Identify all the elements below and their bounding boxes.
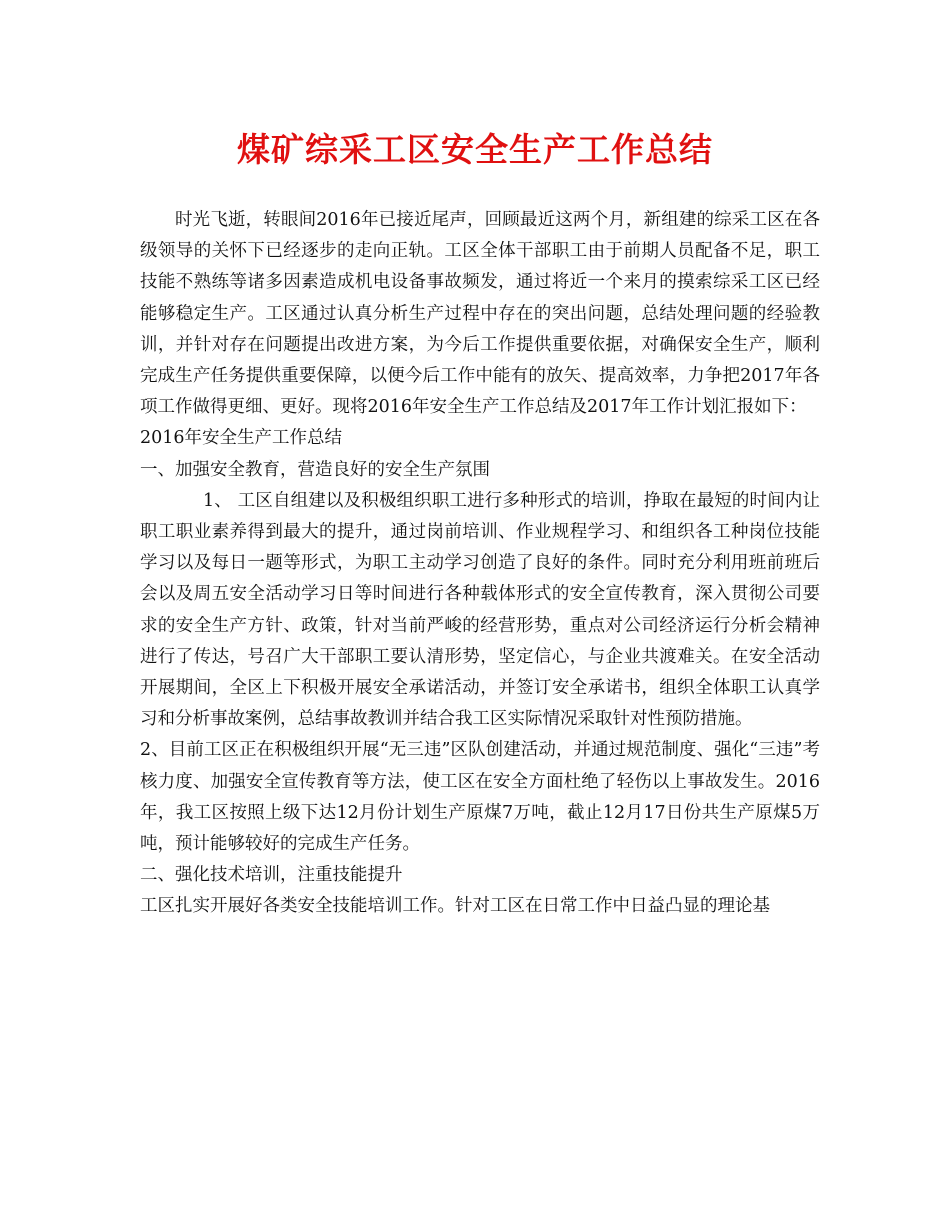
section-heading-two: 二、强化技术培训，注重技能提升 (140, 865, 403, 886)
item-paragraph-1: 1、 工区自组建以及积极组织职工进行多种形式的培训，挣取在最短的时间内让职工职业素养得到最大的提升，通过岗前培训、作业规程学习、和组织各工种岗位技能学习以及每日一题等形式，为职工主动学习创造了良好的条件。同时充分利用班前班后会以及周五安全活动学习日等时间进行各种载体形式的安全宣传教育，深入贯彻公司要求的安全生产方针、政策，针对当前严峻的经营形势，重点对公司经济运行分析会精神进行了传达，号召广大干部职工要认清形势，坚定信心，与企业共渡难关。在安全活动开展期间，全区上下积极开展安全承诺活动，并签订安全承诺书，组织全体职工认真学习和分析事故案例，总结事故教训并结合我工区实际情况采取针对性预防措施。 (140, 490, 820, 730)
item-paragraph-2: 2、目前工区正在积极组织开展“无三违”区队创建活动，并通过规范制度、强化“三违”考核力度、加强安全宣传教育等方法，使工区在安全方面杜绝了轻伤以上事故发生。2016年，我工区按照上级下达12月份计划生产原煤7万吨，截止12月17日份共生产原煤5万吨，预计能够较好的完成生产任务。 (140, 740, 820, 855)
section-heading-one: 一、加强安全教育，营造良好的安全生产氛围 (140, 459, 490, 480)
training-paragraph: 工区扎实开展好各类安全技能培训工作。针对工区在日常工作中日益凸显的理论基 (140, 896, 770, 917)
intro-paragraph: 时光飞逝，转眼间2016年已接近尾声，回顾最近这两个月，新组建的综采工区在各级领导的关怀下已经逐步的走向正轨。工区全体干部职工由于前期人员配备不足，职工技能不熟练等诸多因素造成机电设备事故频发，通过将近一个来月的摸索综采工区已经能够稳定生产。工区通过认真分析生产过程中存在的突出问题，总结处理问题的经验教训，并针对存在问题提出改进方案，为今后工作提供重要依据，对确保安全生产，顺利完成生产任务提供重要保障，以便今后工作中能有的放矢、提高效率，力争把2017年各项工作做得更细、更好。现将2016年安全生产工作总结及2017年工作计划汇报如下： (140, 210, 820, 418)
document-body (140, 205, 820, 923)
section-heading-summary: 2016年安全生产工作总结 (140, 428, 343, 449)
document-title: 煤矿综采工区安全生产工作总结 (237, 130, 713, 169)
